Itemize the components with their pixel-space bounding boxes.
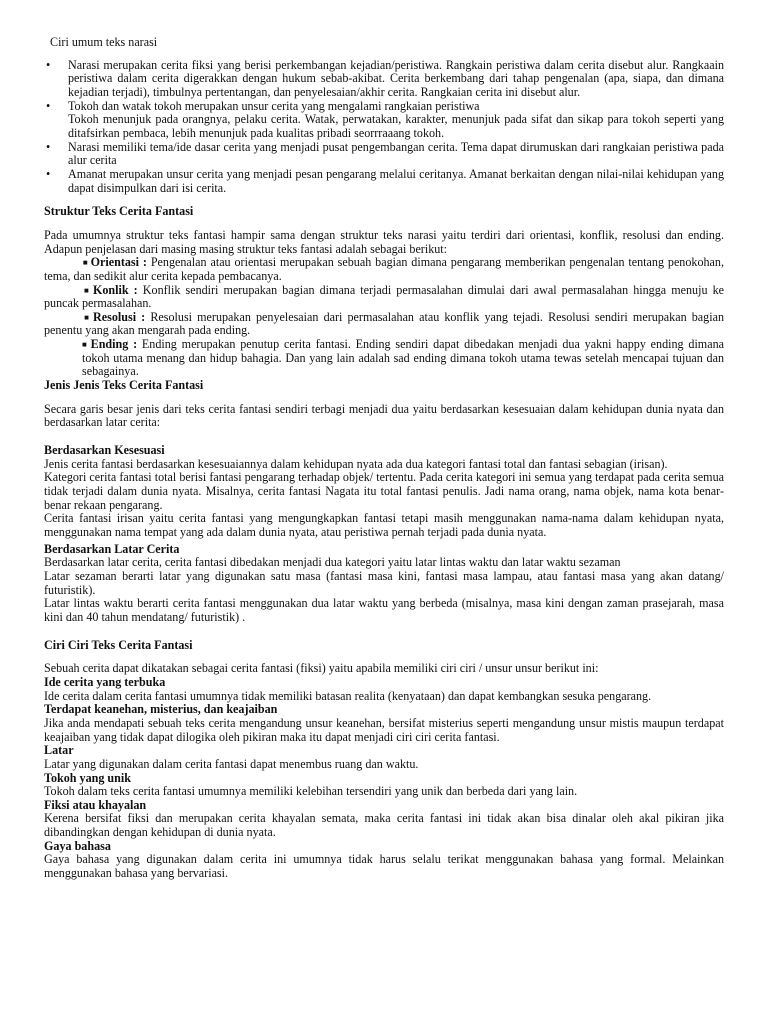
subheading-kesesuaian: Berdasarkan Kesesuasi bbox=[44, 443, 165, 458]
struktur-item bbox=[44, 284, 724, 311]
ciri-item-text: Jika anda mendapati sebuah teks cerita mengandung unsur keanehan, bersifat misterius seperti mengandung unsur mistis maupun terdapat keajaiban yang tidak dapat dilogika oleh pikiran maka itu dapat menjadi ciri ciri cerita fantasi. bbox=[44, 715, 724, 744]
section-heading-ciri: Ciri Ciri Teks Cerita Fantasi bbox=[44, 637, 193, 652]
ciri-item-text: Ide cerita dalam cerita fantasi umumnya tidak memiliki batasan realita (kenyataan) dan dapat kembangkan sesuka pengarang. bbox=[44, 688, 652, 703]
ciri-item-title: Terdapat keanehan, misterius, dan keajaiban bbox=[44, 702, 278, 717]
latar-paragraph: Latar sezaman berarti latar yang digunakan satu masa (fantasi masa kini, fantasi masa lampau, atau fantasi masa yang akan datang/ futuristik). bbox=[44, 568, 724, 597]
kesesuaian-paragraph: Cerita fantasi irisan yaitu cerita fantasi yang mengungkapkan fantasi tetapi masih menggunakan nama-nama dalam kehidupan nyata, menggunakan nama tempat yang ada dalam dunia nyata, atau peristiwa pernah terjadi pada dunia nyata. bbox=[44, 511, 724, 539]
ciri-intro: Sebuah cerita dapat dikatakan sebagai cerita fantasi (fiksi) yaitu apabila memiliki ciri ciri / unsur unsur berikut ini: bbox=[44, 661, 599, 676]
struktur-list bbox=[44, 256, 724, 379]
struktur-term: Resolusi : bbox=[93, 309, 146, 324]
ciri-item-text: Gaya bahasa yang digunakan dalam cerita ini umumnya tidak harus selalu terikat menggunakan bahasa yang formal. Melainkan menggunakan bahasa yang bervariasi. bbox=[44, 852, 724, 881]
struktur-term: Orientasi : bbox=[90, 255, 147, 270]
list-item-continuation: Tokoh menunjuk pada orangnya, pelaku cerita. Watak, perwatakan, karakter, menunjuk pada sifat dan sikap para tokoh seperti yang ditafsirkan pembaca, lebih menunjuk pada kualitas pribadi seorrraaang tokoh. bbox=[68, 112, 724, 140]
struktur-intro: Pada umumnya struktur teks fantasi hampir sama dengan struktur teks narasi yaitu terdiri dari orientasi, konflik, resolusi dan ending. Adapun penjelasan dari masing masing struktur teks fantasi adalah sebagai berikut: bbox=[44, 227, 724, 256]
ciri-item-title: Fiksi atau khayalan bbox=[44, 797, 147, 812]
struktur-item bbox=[44, 256, 724, 283]
struktur-item bbox=[44, 311, 724, 338]
square-bullet-icon: ■ bbox=[82, 312, 92, 322]
ciri-item-text: Tokoh dalam teks cerita fantasi umumnya memiliki kelebihan tersendiri yang unik dan berbeda dari yang lain. bbox=[44, 784, 578, 799]
square-bullet-icon: ■ bbox=[82, 340, 89, 350]
list-item: • Narasi memiliki tema/ide dasar cerita yang menjadi pusat pengembangan cerita. Tema dapat dirumuskan dari rangkaian peristiwa pada alur cerita bbox=[44, 141, 724, 168]
ciri-item-text: Latar yang digunakan dalam cerita fantasi dapat menembus ruang dan waktu. bbox=[44, 756, 419, 771]
struktur-text: Pengenalan atau orientasi merupakan sebuah bagian dimana pengarang memberikan pengenalan tentang penokohan, tema, dan sedikit alur cerita kepada pembacanya. bbox=[44, 255, 724, 283]
struktur-item bbox=[44, 338, 724, 379]
ciri-item-title: Ide cerita yang terbuka bbox=[44, 674, 166, 689]
struktur-text: Ending merupakan penutup cerita fantasi. Ending sendiri dapat dibedakan menjadi dua yakni happy ending dimana tokoh utama menang dan hidup bahagia. Dan yang lain adalah sad ending dimana tokoh utama tewas setelah mencapai tujuan dan sebagainya. bbox=[82, 337, 724, 379]
ciri-item-title: Latar bbox=[44, 743, 74, 758]
square-bullet-icon: ■ bbox=[82, 258, 89, 268]
jenis-intro: Secara garis besar jenis dari teks cerita fantasi sendiri terbagi menjadi dua yaitu berdasarkan kesesuaian dalam kehidupan dunia nyata dan berdasarkan latar cerita: bbox=[44, 401, 724, 430]
doc-title: Ciri umum teks narasi bbox=[50, 35, 158, 49]
latar-paragraph: Berdasarkan latar cerita, cerita fantasi dibedakan menjadi dua kategori yaitu latar lintas waktu dan latar waktu sezaman bbox=[44, 555, 621, 570]
kesesuaian-paragraph: Kategori cerita fantasi total berisi fantasi pengarang terhadap objek/ tertentu. Pada cerita kategori ini semua yang terdapat pada cerita semua tidak terjadi dalam dunia nyata. Misalnya, cerita fantasi Nagata itu total fantasi penulis. Jadi nama orang, nama objek, nama kota benar-benar rekaan pengarang. bbox=[44, 470, 724, 512]
latar-paragraph: Latar lintas waktu berarti cerita fantasi menggunakan dua latar waktu yang berbeda (misalnya, masa kini dengan zaman prasejarah, masa kini dan 40 tahun mendatang/ futuristik) . bbox=[44, 596, 724, 624]
kesesuaian-paragraph: Jenis cerita fantasi berdasarkan kesesuaiannya dalam kehidupan nyata ada dua kategori fantasi total dan fantasi sebagian (irisan). bbox=[44, 456, 668, 471]
ciri-umum-list bbox=[44, 59, 724, 196]
ciri-item-title: Tokoh yang unik bbox=[44, 770, 131, 785]
struktur-term: Ending : bbox=[90, 337, 138, 352]
square-bullet-icon: ■ bbox=[82, 285, 91, 295]
struktur-term: Konlik : bbox=[92, 282, 138, 297]
section-heading-struktur: Struktur Teks Cerita Fantasi bbox=[44, 204, 194, 219]
struktur-text: Konflik sendiri merupakan bagian dimana terjadi permasalahan dimulai dari awal permasalahan hingga menuju ke puncak permasalahan. bbox=[44, 282, 724, 311]
ciri-item-title: Gaya bahasa bbox=[44, 838, 111, 853]
list-item: • Amanat merupakan unsur cerita yang menjadi pesan pengarang melalui ceritanya. Amanat berkaitan dengan nilai-nilai kehidupan yang dapat disimpulkan dari isi cerita. bbox=[44, 168, 724, 195]
list-item: • Narasi merupakan cerita fiksi yang berisi perkembangan kejadian/peristiwa. Rangkain peristiwa dalam cerita disebut alur. Rangkaain peristiwa dalam cerita digerakkan dengan hukum sebab-akibat. Cerita berkembang dari tahap pengenalan (apa, siapa, dan dimana kejadian terjadi), timbulnya pertentangan, dan penyelesaian/akhir cerita. Rangkaian cerita ini disebut alur. bbox=[44, 59, 724, 100]
list-item: • Tokoh dan watak tokoh merupakan unsur cerita yang mengalami rangkaian peristiwa bbox=[44, 100, 724, 114]
ciri-item-text: Kerena bersifat fiksi dan merupakan cerita khayalan semata, maka cerita fantasi ini tidak akan bisa dinalar oleh akal pikiran jika dibandingkan dengan kehidupan di dunia nyata. bbox=[44, 811, 724, 840]
struktur-text: Resolusi merupakan penyelesaian dari permasalahan atau konflik yang tejadi. Resolusi sendiri merupakan bagian penentu yang akan mengarah pada ending. bbox=[44, 309, 725, 338]
subheading-latar: Berdasarkan Latar Cerita bbox=[44, 541, 180, 556]
section-heading-jenis: Jenis Jenis Teks Cerita Fantasi bbox=[44, 378, 204, 393]
